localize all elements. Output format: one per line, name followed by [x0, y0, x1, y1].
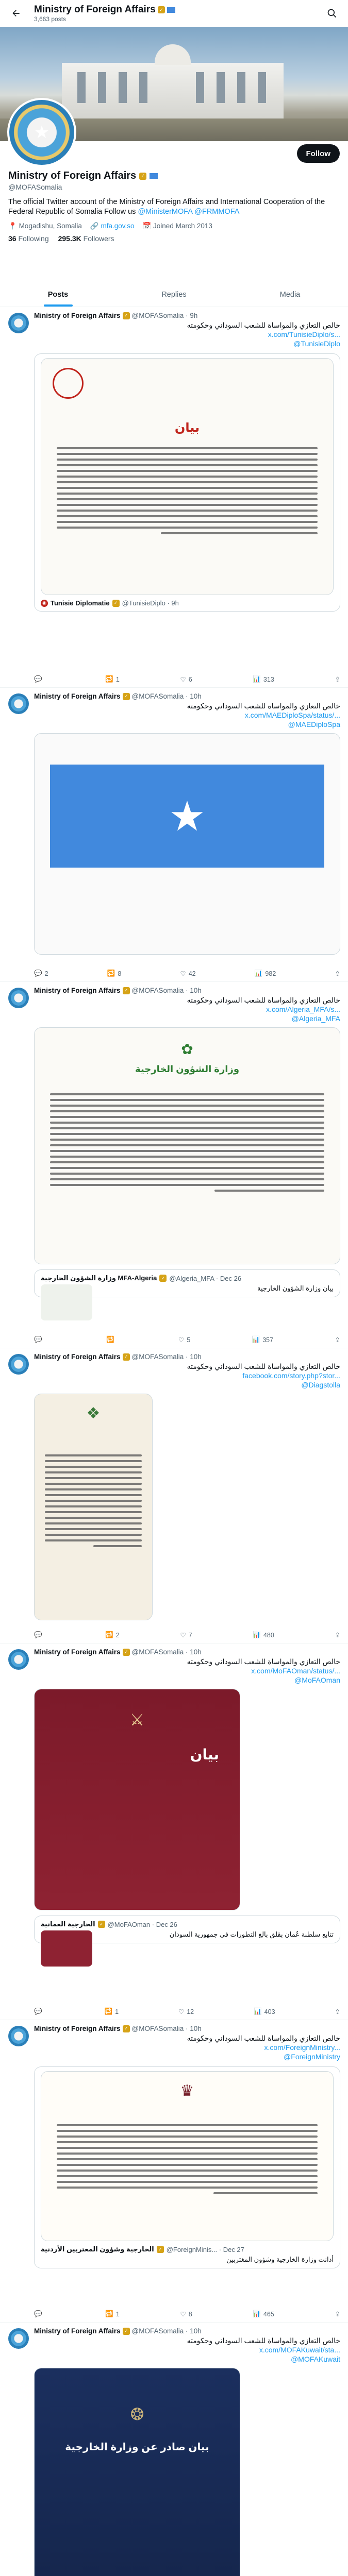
kuwait-emblem-icon: ❂ [130, 2405, 144, 2424]
repost-button[interactable]: 🔁 1 [105, 2310, 120, 2318]
verified-badge-icon: ✓ [123, 312, 130, 319]
like-button[interactable]: ♡ 5 [178, 1336, 191, 1344]
avatar[interactable] [8, 988, 29, 1008]
statement-image[interactable] [34, 1689, 240, 1910]
like-button[interactable]: ♡ 42 [180, 970, 196, 977]
tweet-handle: @MOFASomalia · 10h [131, 1648, 202, 1656]
search-icon[interactable] [323, 5, 341, 22]
tweet-author[interactable]: Ministry of Foreign Affairs [34, 692, 121, 700]
tweet-author[interactable]: Ministry of Foreign Affairs [34, 2025, 121, 2032]
tweet-actions [34, 1631, 340, 1639]
quote-card[interactable] [34, 2066, 340, 2268]
tweet-author[interactable]: Ministry of Foreign Affairs [34, 1353, 121, 1361]
tweet-author[interactable]: Ministry of Foreign Affairs [34, 312, 121, 319]
views-button[interactable]: 📊 480 [253, 1631, 274, 1639]
profile-avatar[interactable] [7, 98, 76, 167]
profile-stats [8, 234, 338, 243]
tweet-handle: @MOFASomalia · 10h [131, 987, 202, 994]
emblem-icon [53, 368, 84, 399]
tweet-text: خالص التعازي والمواساة للشعب السوداني وحكومته [187, 1657, 340, 1666]
statement-title: بيان صادر عن وزارة الخارجية [65, 2442, 209, 2453]
avatar[interactable] [8, 1649, 29, 1670]
share-button[interactable]: ⇪ [335, 1632, 340, 1639]
share-button[interactable]: ⇪ [335, 970, 340, 977]
tweet-text: خالص التعازي والمواساة للشعب السوداني وحكومته [187, 702, 340, 710]
somalia-flag-icon [167, 7, 175, 13]
verified-badge-icon: ✓ [159, 1275, 167, 1282]
repost-button[interactable]: 🔁 1 [104, 2008, 119, 2015]
repost-button[interactable]: 🔁 1 [105, 675, 120, 683]
tweet-mention[interactable]: @Algeria_MFA [291, 1014, 340, 1023]
jordan-emblem-icon: ♛ [180, 2082, 194, 2099]
reply-button[interactable]: 💬 [34, 2310, 42, 2317]
quote-handle: @TunisieDiplo · 9h [122, 599, 179, 607]
statement-header: وزارة الشؤون الخارجية [135, 1064, 240, 1074]
profile-handle: @MOFASomalia [8, 183, 62, 191]
verified-badge-icon: ✓ [158, 6, 165, 13]
tweet-link[interactable]: x.com/MOFAKuwait/sta... [259, 2346, 340, 2354]
views-button[interactable]: 📊 403 [254, 2008, 275, 2015]
profile-tabs [0, 282, 348, 307]
followers-count-link[interactable]: 295.3K Followers [58, 234, 114, 243]
tweet-author[interactable]: Ministry of Foreign Affairs [34, 2327, 121, 2335]
verified-badge-icon: ✓ [123, 2328, 130, 2335]
tweet-link[interactable]: facebook.com/story.php?stor... [242, 1371, 340, 1380]
somalia-flag-icon: ★ [50, 765, 324, 868]
statement-image[interactable] [41, 358, 334, 595]
tweet-mention[interactable]: @ForeignMinistry [284, 2053, 340, 2061]
quote-card[interactable] [34, 353, 340, 612]
tweet[interactable] [0, 688, 348, 982]
tweet-text: خالص التعازي والمواساة للشعب السوداني وحكومته [187, 321, 340, 329]
joined-date: 📅 Joined March 2013 [142, 222, 212, 230]
tweet-handle: @MOFASomalia · 10h [131, 692, 202, 700]
share-button[interactable]: ⇪ [335, 676, 340, 683]
repost-button[interactable]: 🔁 [106, 1336, 114, 1343]
share-button[interactable]: ⇪ [335, 1336, 340, 1344]
building-image [62, 63, 284, 120]
statement-title: بيان [190, 1747, 219, 1762]
tweet-handle: @MOFASomalia · 10h [131, 1353, 202, 1361]
tweet-text: خالص التعازي والمواساة للشعب السوداني وحكومته [187, 2034, 340, 2042]
tweet-actions [34, 2008, 340, 2015]
quote-handle: @ForeignMinis... · Dec 27 [166, 2245, 244, 2253]
tweet[interactable] [0, 1644, 348, 2020]
follow-button[interactable]: Follow [297, 144, 340, 163]
statement-title: بيان [174, 421, 200, 435]
quote-text: بيان وزارة الشؤون الخارجية [257, 1284, 334, 1292]
header-name: Ministry of Foreign Affairs [34, 4, 156, 15]
reply-button[interactable]: 💬 [34, 2008, 42, 2015]
verified-badge-icon: ✓ [123, 987, 130, 994]
tweet-mention[interactable]: @MoFAOman [294, 1676, 340, 1684]
top-bar [0, 0, 348, 27]
verified-badge-icon: ✓ [98, 1921, 105, 1928]
repost-button[interactable]: 🔁 2 [105, 1631, 120, 1639]
quote-author: الخارجية العمانية [41, 1920, 95, 1928]
share-button[interactable]: ⇪ [335, 2311, 340, 2318]
like-button[interactable]: ♡ 12 [178, 2008, 194, 2015]
following-count-link[interactable]: 36 Following [8, 234, 49, 243]
tweet-link[interactable]: x.com/MAEDiploSpa/status/... [244, 711, 340, 719]
tab-media[interactable]: Media [279, 290, 301, 299]
bio-mention-link[interactable]: @FRMMOFA [194, 208, 240, 216]
tweet-mention[interactable]: @MAEDiploSpa [288, 720, 340, 728]
verified-badge-icon: ✓ [157, 2246, 164, 2253]
quote-handle: @MoFAOman · Dec 26 [107, 1920, 177, 1928]
verified-badge-icon: ✓ [123, 1649, 130, 1656]
tweet-handle: @MOFASomalia · 10h [131, 2025, 202, 2032]
avatar[interactable] [8, 2026, 29, 2046]
back-arrow-icon[interactable] [7, 5, 25, 22]
tab-posts[interactable]: Posts [0, 282, 116, 307]
emblem-icon: ★ [34, 123, 50, 142]
quote-handle: @Algeria_MFA · Dec 26 [169, 1274, 242, 1282]
views-button[interactable]: 📊 357 [252, 1336, 274, 1344]
profile-bio: The official Twitter account of the Ministry of Foreign Affairs and International Cooperation of the Federal Republic of Somalia Follow us @MinisterMOFA @FRMMOFA [8, 198, 325, 216]
profile-info [8, 170, 338, 243]
tweet[interactable] [0, 2021, 348, 2323]
post-count: 3,663 posts [34, 15, 67, 23]
verified-badge-icon: ✓ [123, 2025, 130, 2032]
quote-text: أدانت وزارة الخارجية وشؤون المغتربين [226, 2256, 334, 2263]
profile-meta [8, 222, 338, 230]
verified-badge-icon: ✓ [123, 1353, 130, 1361]
tweet-mention[interactable]: @MOFAKuwait [291, 2355, 340, 2363]
tweet-handle: @MOFASomalia · 10h [131, 2327, 202, 2335]
tweet-handle: @MOFASomalia · 9h [131, 312, 198, 319]
tweet-author[interactable]: Ministry of Foreign Affairs [34, 987, 121, 994]
reply-button[interactable]: 💬 [34, 1631, 42, 1638]
reply-button[interactable]: 💬 [34, 1336, 42, 1343]
avatar[interactable] [8, 313, 29, 333]
views-button[interactable]: 📊 465 [253, 2310, 274, 2318]
algeria-emblem-icon: ✿ [181, 1041, 193, 1057]
tweet-actions [34, 970, 340, 977]
tweet-link[interactable]: x.com/Algeria_MFA/s... [266, 1005, 340, 1013]
avatar[interactable] [8, 2328, 29, 2349]
tweet-actions [34, 2310, 340, 2318]
statement-image[interactable] [34, 1027, 340, 1264]
quote-author: وزارة الشؤون الخارجية MFA-Algeria [41, 1274, 157, 1282]
statement-image[interactable] [34, 2368, 240, 2576]
tweet-link[interactable]: x.com/ForeignMinistry... [264, 2043, 340, 2052]
tweet[interactable] [0, 308, 348, 688]
tweet-mention[interactable]: @TunisieDiplo [293, 340, 340, 348]
emblem-icon: ❖ [86, 1405, 101, 1422]
quote-author: الخارجية وشؤون المغتربين الأردنية [41, 2245, 154, 2253]
quote-thumbnail [41, 1930, 92, 1967]
statement-image[interactable] [34, 1394, 153, 1620]
repost-button[interactable]: 🔁 8 [107, 970, 122, 977]
reply-button[interactable]: 💬 2 [34, 970, 48, 977]
tweet-link[interactable]: x.com/MoFAOman/status/... [251, 1667, 340, 1675]
reply-button[interactable]: 💬 [34, 675, 42, 683]
tweet[interactable] [0, 982, 348, 1348]
avatar[interactable] [8, 1354, 29, 1375]
tab-replies[interactable]: Replies [161, 290, 187, 299]
tweet-actions [34, 1336, 340, 1344]
like-button[interactable]: ♡ 8 [180, 2310, 192, 2318]
quote-author: Tunisie Diplomatie [51, 599, 110, 607]
tweet-author[interactable]: Ministry of Foreign Affairs [34, 1648, 121, 1656]
tweet[interactable] [0, 2323, 348, 2576]
verified-badge-icon: ✓ [112, 600, 120, 607]
website-link[interactable]: 🔗 mfa.gov.so [90, 222, 135, 230]
share-button[interactable]: ⇪ [335, 2008, 340, 2015]
views-button[interactable]: 📊 313 [253, 675, 274, 683]
statement-image[interactable] [41, 2071, 334, 2241]
tweet-mention[interactable]: @Diagstolla [301, 1381, 340, 1389]
tweet-text: خالص التعازي والمواساة للشعب السوداني وحكومته [187, 1362, 340, 1370]
header-title-block [34, 4, 175, 23]
quote-text: تتابع سلطنة عُمان بقلق بالغ التطورات في جمهورية السودان [169, 1930, 334, 1938]
tweet-text: خالص التعازي والمواساة للشعب السوداني وحكومته [187, 2336, 340, 2345]
bio-mention-link[interactable]: @MinisterMOFA [138, 208, 193, 216]
avatar: ◉ [41, 600, 48, 607]
tweet[interactable] [0, 1349, 348, 1643]
views-button[interactable]: 📊 982 [254, 970, 276, 977]
like-button[interactable]: ♡ 7 [180, 1631, 192, 1639]
tweet-actions [34, 675, 340, 683]
statement-image[interactable] [34, 733, 340, 955]
tweet-text: خالص التعازي والمواساة للشعب السوداني وحكومته [187, 996, 340, 1004]
quote-card[interactable] [34, 1269, 340, 1297]
quote-thumbnail [41, 1284, 92, 1320]
avatar[interactable] [8, 693, 29, 714]
like-button[interactable]: ♡ 6 [180, 675, 192, 683]
verified-badge-icon: ✓ [123, 693, 130, 700]
profile-name: Ministry of Foreign Affairs [8, 170, 137, 181]
somalia-flag-icon [150, 173, 158, 179]
quote-card[interactable] [34, 1916, 340, 1943]
location: 📍 Mogadishu, Somalia [8, 222, 82, 230]
verified-badge-icon: ✓ [139, 173, 146, 180]
oman-emblem-icon: ⚔ [129, 1710, 145, 1729]
tweet-link[interactable]: x.com/TunisieDiplo/s... [268, 330, 340, 338]
